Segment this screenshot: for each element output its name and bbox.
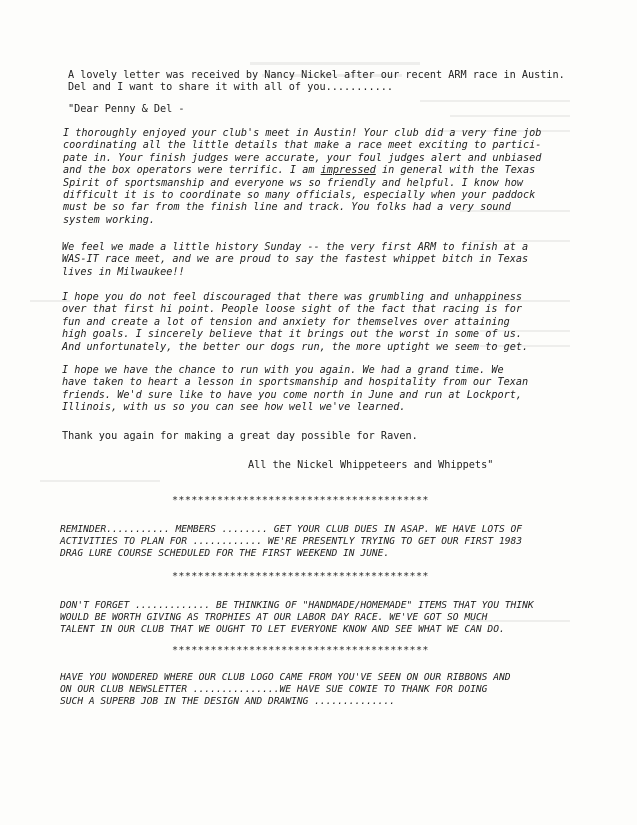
letter-p1-after: in general with the Texas Spirit of sportsmanship and everyone ws so friendly and helpful. I know how difficult it is to coordinate so many officials, especially when your paddock must be so far from the finish line and track. You folks had a very sound system working. [63, 165, 536, 226]
club-logo-notice: HAVE YOU WONDERED WHERE OUR CLUB LOGO CAME FROM YOU'VE SEEN ON OUR RIBBONS AND ON OUR CLUB NEWSLETTER ...............WE HAVE SUE COWIE TO THANK FOR DOING SUCH A SUPERB JOB IN THE DESIGN AND DRAWING .............. [60, 672, 511, 708]
letter-paragraph-4: I hope we have the chance to run with you again. We had a grand time. We have taken to heart a lesson in sportsmanship and hospitality from our Texan friends. We'd sure like to have you come north in June and run at Lockport, Illinois, with us so you can see how well we've learned. [62, 365, 529, 414]
separator-2: **************************************** [172, 571, 429, 582]
reminder-notice: REMINDER........... MEMBERS ........ GET YOUR CLUB DUES IN ASAP. WE HAVE LOTS OF ACTIVITIES TO PLAN FOR ............ WE'RE PRESENTLY TRYING TO GET OUR FIRST 1983 DRAG LURE COURSE SCHEDULED FOR THE FIRST WEEKEND IN JUNE. [60, 524, 523, 560]
separator-1: **************************************** [172, 495, 429, 506]
intro-paragraph: A lovely letter was received by Nancy Nickel after our recent ARM race in Austin. Del and I want to share it with all of you........... [68, 70, 565, 94]
letter-paragraph-3: I hope you do not feel discouraged that there was grumbling and unhappiness over that first hi point. People loose sight of the fact that racing is for fun and create a lot of tension and anxiety for themselves over attaining high goals. I sincerely believe that it brings out the worst in some of us. And unfortunately, the better our dogs run, the more uptight we seem to get. [62, 292, 529, 353]
letter-greeting: "Dear Penny & Del - [68, 104, 185, 115]
letter-p1-before: I thoroughly enjoyed your club's meet in Austin! Your club did a very fine job coordinating all the little details that make a race meet exciting to partici- pate in. Your finish judges were accurate, your foul judges alert and unbiased and the box operators were terrific. I am [63, 128, 542, 177]
letter-paragraph-5: Thank you again for making a great day possible for Raven. [62, 431, 418, 442]
separator-3: **************************************** [172, 645, 429, 656]
dont-forget-notice: DON'T FORGET ............. BE THINKING OF "HANDMADE/HOMEMADE" ITEMS THAT YOU THINK WOULD BE WORTH GIVING AS TROPHIES AT OUR LABOR DAY RACE. WE'VE GOT SO MUCH TALENT IN OUR CLUB THAT WE OUGHT TO LET EVERYONE KNOW AND SEE WHAT WE CAN DO. [60, 600, 534, 636]
letter-p1-emphasis: impressed [320, 165, 376, 177]
letter-signoff: All the Nickel Whippeteers and Whippets" [248, 460, 494, 471]
letter-paragraph-2: We feel we made a little history Sunday -- the very first ARM to finish at a WAS-IT race meet, and we are proud to say the fastest whippet bitch in Texas lives in Milwaukee!! [62, 242, 529, 278]
letter-paragraph-1 [63, 128, 603, 227]
